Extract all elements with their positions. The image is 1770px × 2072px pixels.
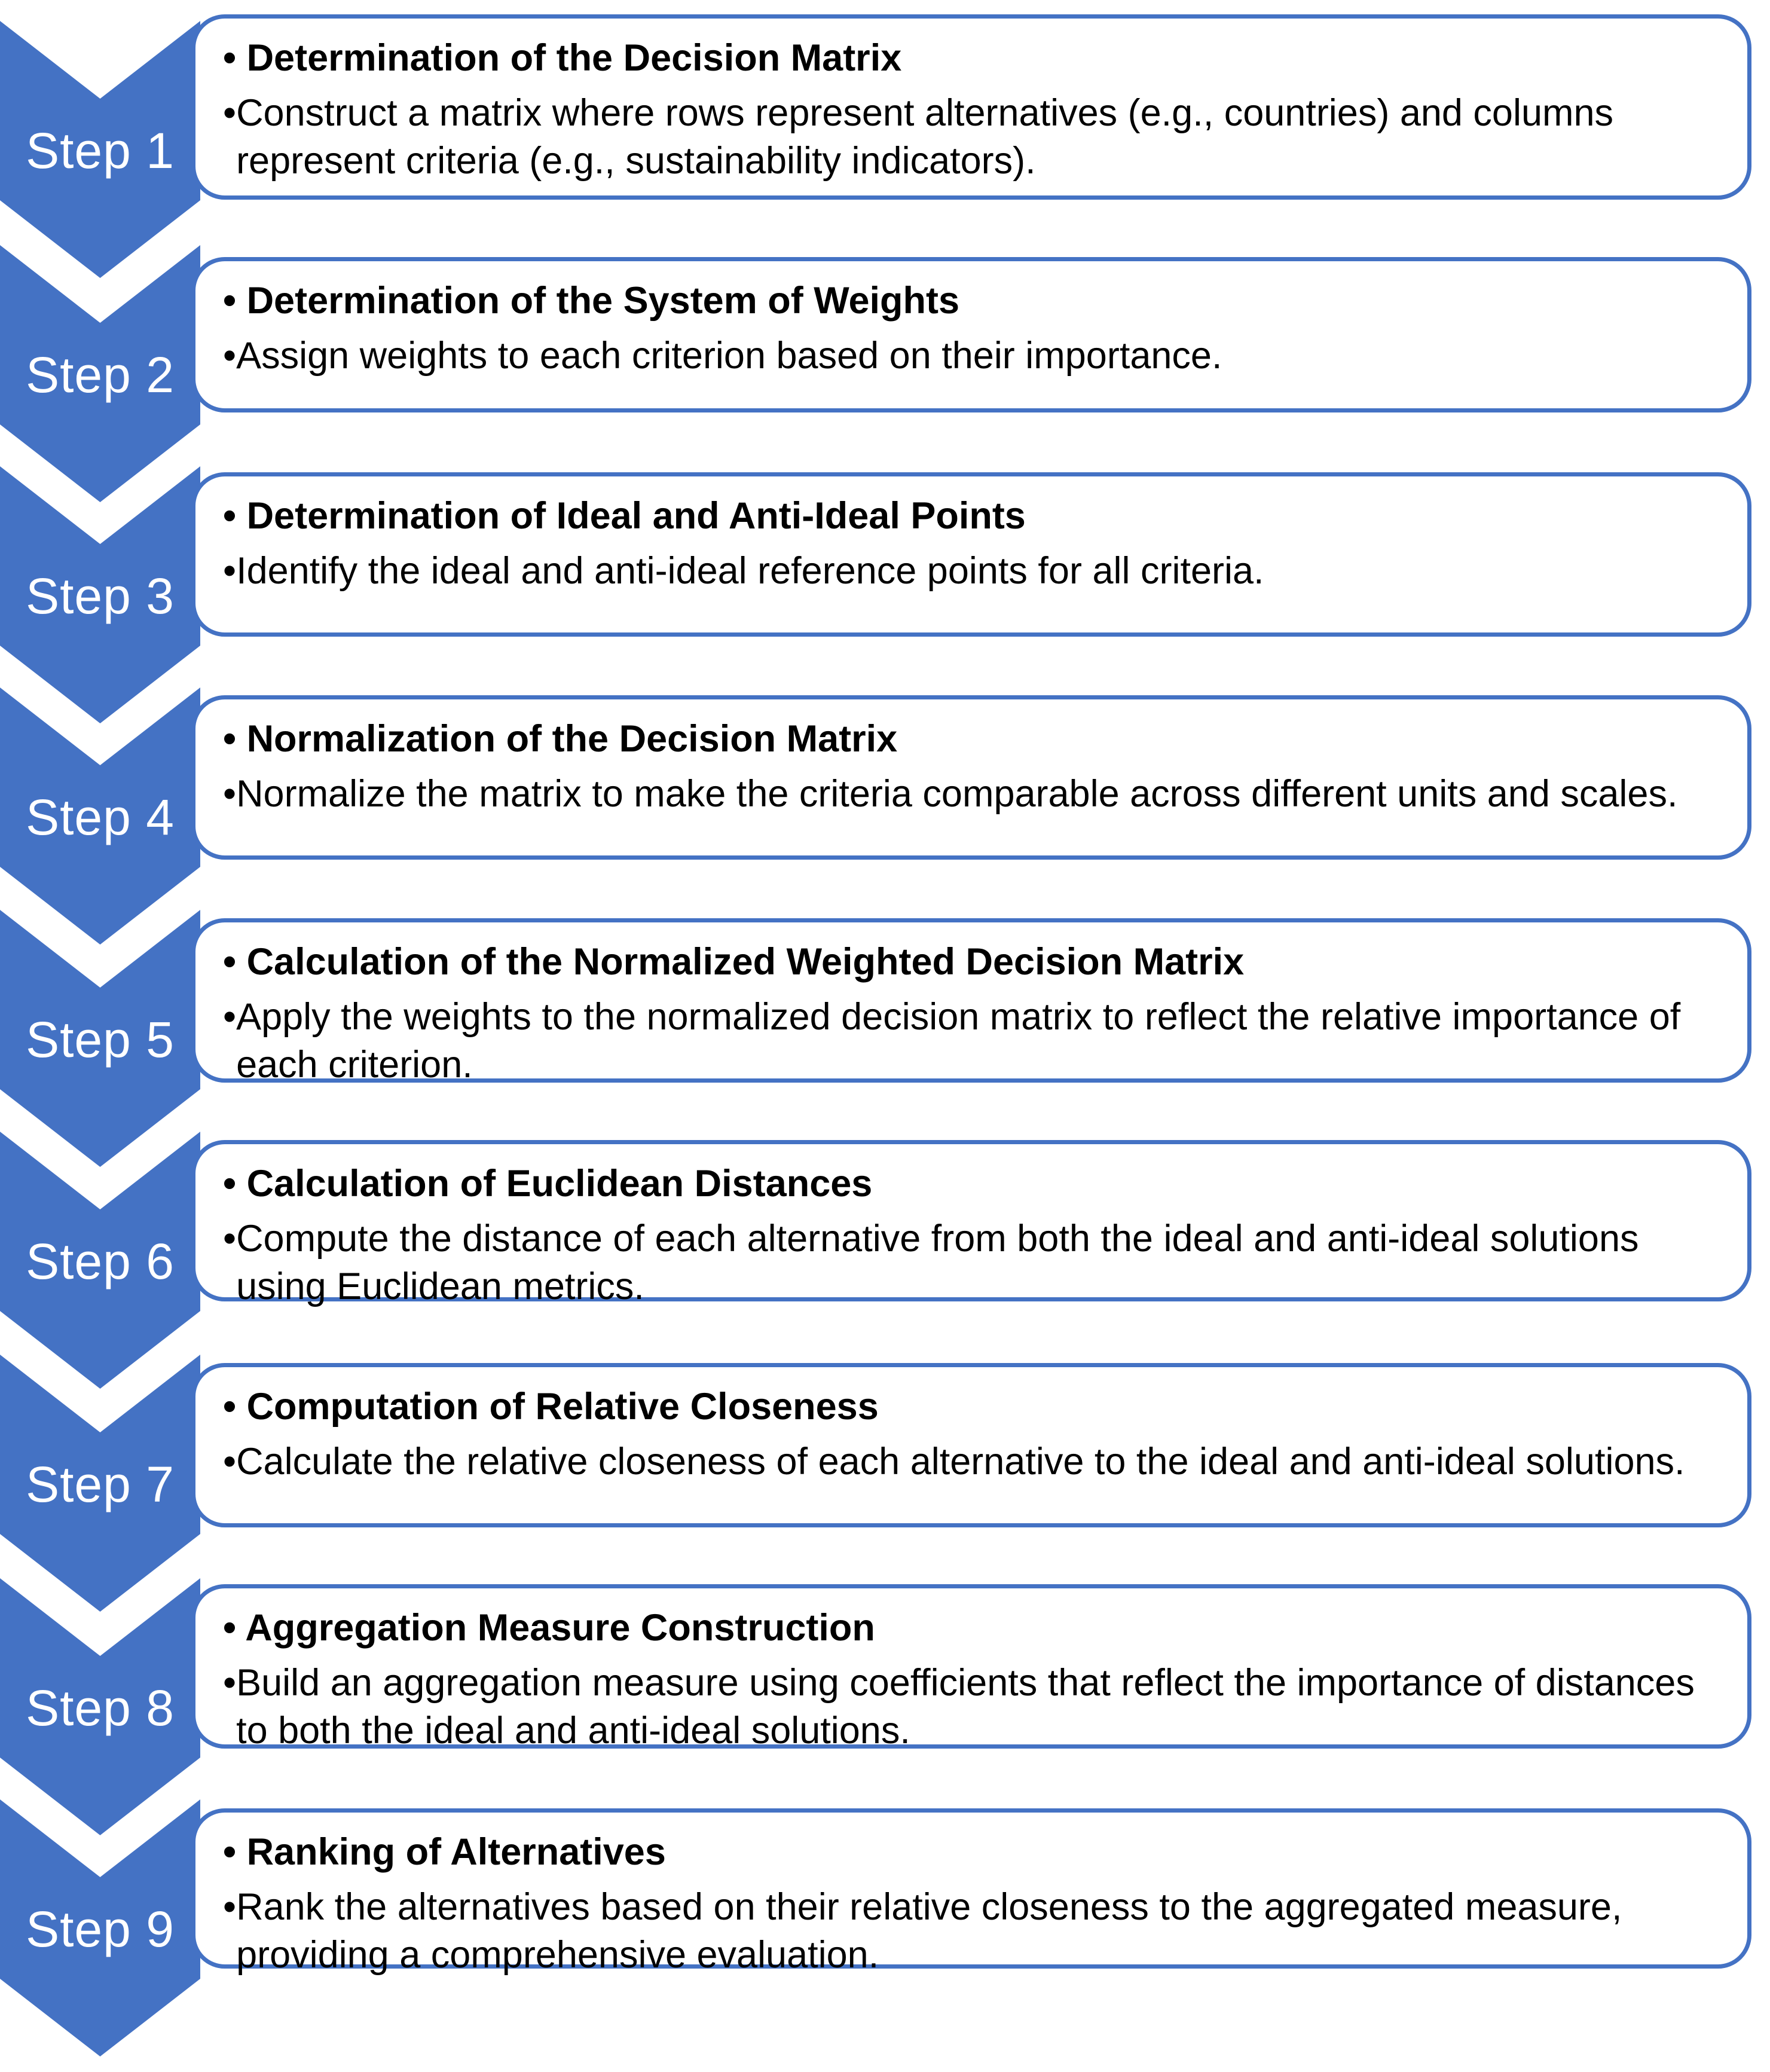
bullet-icon: • xyxy=(223,92,237,134)
step-title-text: Calculation of the Normalized Weighted Decision Matrix xyxy=(246,941,1245,983)
step-label: Step 3 xyxy=(26,568,175,624)
step-description xyxy=(223,1438,1723,1486)
step-title xyxy=(223,937,1723,987)
step-description xyxy=(223,547,1723,595)
bullet-icon: • xyxy=(223,996,237,1038)
step-title xyxy=(223,1382,1723,1432)
step-box xyxy=(191,472,1751,637)
step-description-text: Build an aggregation measure using coefficients that reflect the importance of distances to both the ideal and anti-ideal solutions. xyxy=(236,1662,1695,1752)
bullet-icon: • xyxy=(223,1607,246,1649)
step-title xyxy=(223,1603,1723,1653)
bullet-icon: • xyxy=(223,1886,237,1928)
step-description xyxy=(223,1215,1723,1310)
step-title-text: Normalization of the Decision Matrix xyxy=(246,718,898,760)
step-description-text: Calculate the relative closeness of each alternative to the ideal and anti-ideal solutions. xyxy=(236,1441,1685,1483)
step-description xyxy=(223,332,1723,380)
step-description xyxy=(223,1883,1723,1979)
step-title-text: Calculation of Euclidean Distances xyxy=(246,1163,873,1205)
bullet-icon: • xyxy=(223,1163,247,1205)
bullet-icon: • xyxy=(223,335,237,377)
step-description xyxy=(223,89,1723,185)
step-title xyxy=(223,491,1723,541)
step-label: Step 1 xyxy=(26,123,175,179)
bullet-icon: • xyxy=(223,1218,237,1260)
step-box xyxy=(191,918,1751,1086)
step-label: Step 6 xyxy=(26,1233,175,1289)
step-description-text: Assign weights to each criterion based on their importance. xyxy=(236,335,1222,377)
step-description xyxy=(223,770,1723,818)
step-description-text: Apply the weights to the normalized decision matrix to reflect the relative importance of each criterion. xyxy=(236,996,1681,1086)
step-title xyxy=(223,276,1723,326)
step-label: Step 4 xyxy=(26,789,175,845)
step-title-text: Ranking of Alternatives xyxy=(246,1831,666,1873)
step-title xyxy=(223,33,1723,83)
step-description-text: Normalize the matrix to make the criteria comparable across different units and scales. xyxy=(236,773,1678,815)
step-title xyxy=(223,1827,1723,1877)
step-description-text: Compute the distance of each alternative from both the ideal and anti-ideal solutions using Euclidean metrics. xyxy=(236,1218,1639,1307)
step-label: Step 8 xyxy=(26,1680,175,1736)
step-box xyxy=(191,257,1751,412)
step-title xyxy=(223,714,1723,764)
bullet-icon: • xyxy=(223,1831,247,1873)
step-title-text: Computation of Relative Closeness xyxy=(246,1386,879,1428)
bullet-icon: • xyxy=(223,550,237,592)
step-description xyxy=(223,1659,1723,1755)
step-box xyxy=(191,14,1751,200)
step-label: Step 9 xyxy=(26,1901,175,1957)
step-box xyxy=(191,695,1751,860)
bullet-icon: • xyxy=(223,495,247,537)
bullet-icon: • xyxy=(223,280,247,322)
step-description-text: Rank the alternatives based on their relative closeness to the aggregated measure, providing a comprehensive evaluation. xyxy=(236,1886,1622,1976)
step-box xyxy=(191,1808,1751,1976)
bullet-icon: • xyxy=(223,1441,237,1483)
bullet-icon: • xyxy=(223,941,247,983)
bullet-icon: • xyxy=(223,1662,237,1704)
step-description xyxy=(223,993,1723,1089)
step-title-text: Aggregation Measure Construction xyxy=(245,1607,875,1649)
step-box xyxy=(191,1363,1751,1527)
bullet-icon: • xyxy=(223,773,237,815)
bullet-icon: • xyxy=(223,1386,247,1428)
step-box xyxy=(191,1584,1751,1752)
step-title-text: Determination of the System of Weights xyxy=(246,280,960,322)
step-description-text: Construct a matrix where rows represent alternatives (e.g., countries) and columns represent criteria (e.g., sustainability indicators). xyxy=(236,92,1614,182)
step-title xyxy=(223,1159,1723,1209)
step-box xyxy=(191,1140,1751,1307)
bullet-icon: • xyxy=(223,718,247,760)
step-label: Step 7 xyxy=(26,1456,175,1512)
step-description-text: Identify the ideal and anti-ideal reference points for all criteria. xyxy=(236,550,1264,592)
bullet-icon: • xyxy=(223,37,247,79)
step-title-text: Determination of the Decision Matrix xyxy=(246,37,902,79)
step-label: Step 2 xyxy=(26,347,175,403)
step-title-text: Determination of Ideal and Anti-Ideal Points xyxy=(246,495,1026,537)
step-label: Step 5 xyxy=(26,1011,175,1068)
